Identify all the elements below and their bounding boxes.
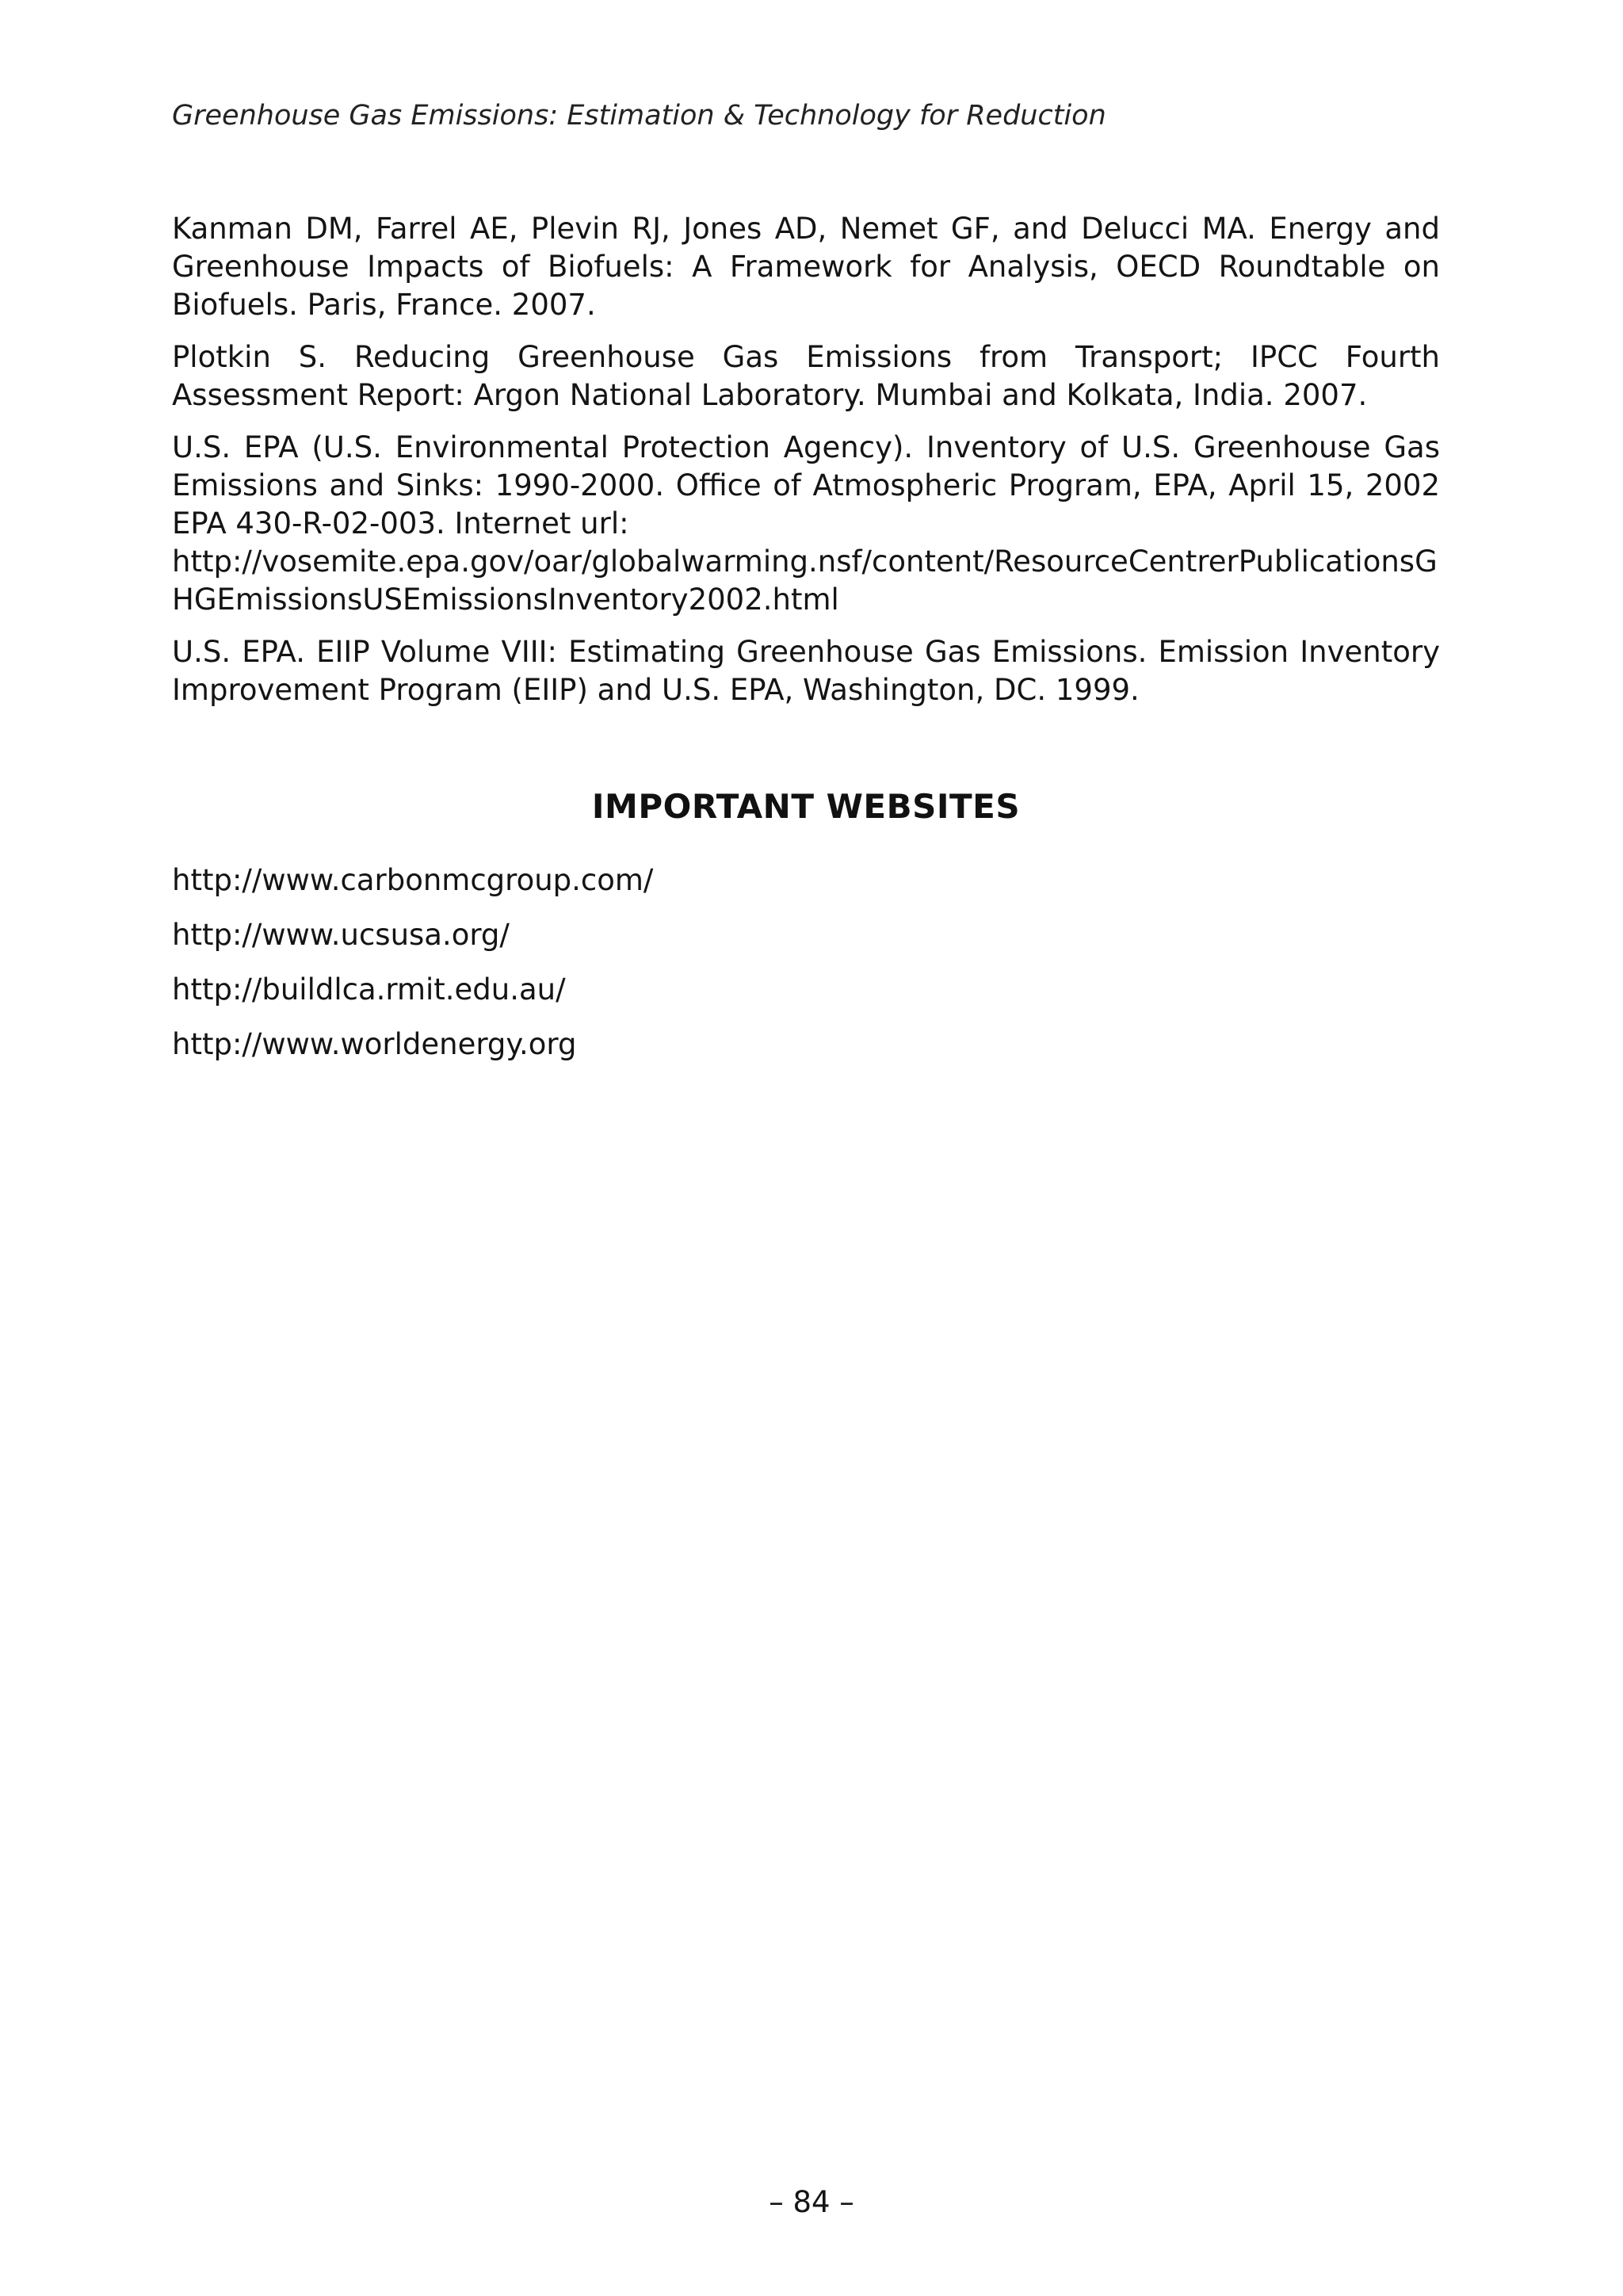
reference-url: http://vosemite.epa.gov/oar/globalwarming.nsf/content/ResourceCentrerPublicationsGHGEmissionsUSEmissionsInventory2002.html — [172, 544, 1438, 617]
reference-text: Plotkin S. Reducing Greenhouse Gas Emissions from Transport; IPCC Fourth Assessment Report: Argon National Laboratory. Mumbai and Kolkata, India. 2007. — [172, 340, 1440, 412]
website-link: http://www.carbonmcgroup.com/ — [172, 863, 654, 897]
reference-entry — [172, 338, 1440, 415]
page-number: – 84 – — [769, 2185, 854, 2219]
website-link: http://buildlca.rmit.edu.au/ — [172, 972, 566, 1007]
reference-list — [172, 210, 1440, 724]
running-header: Greenhouse Gas Emissions: Estimation & Technology for Reduction — [172, 100, 1106, 132]
section-title: IMPORTANT WEBSITES — [591, 787, 1021, 826]
reference-text: U.S. EPA (U.S. Environmental Protection Agency). Inventory of U.S. Greenhouse Gas Emissions and Sinks: 1990-2000. Office of Atmospheric Program, EPA, April 15, 2002 EPA 430-R-02-003. Internet url: — [172, 430, 1440, 541]
reference-entry — [172, 429, 1440, 619]
reference-entry — [172, 633, 1440, 709]
website-list — [172, 861, 1440, 1080]
website-link: http://www.ucsusa.org/ — [172, 918, 510, 952]
website-link: http://www.worldenergy.org — [172, 1027, 577, 1061]
reference-text: Kanman DM, Farrel AE, Plevin RJ, Jones AD, Nemet GF, and Delucci MA. Energy and Greenhouse Impacts of Biofuels: A Framework for Analysis, OECD Roundtable on Biofuels. Paris, France. 2007. — [172, 212, 1440, 322]
reference-text: U.S. EPA. EIIP Volume VIII: Estimating Greenhouse Gas Emissions. Emission Inventory Improvement Program (EIIP) and U.S. EPA, Washington, DC. 1999. — [172, 635, 1440, 707]
reference-entry — [172, 210, 1440, 324]
